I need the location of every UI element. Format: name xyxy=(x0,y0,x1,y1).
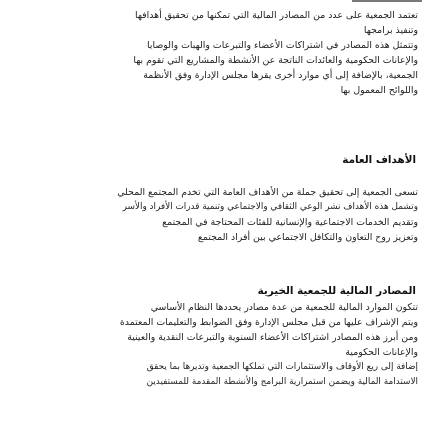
paragraph-3-line: تتكون الموارد المالية للجمعية من عدة مصادر يحددها النظام الأساسي xyxy=(150,302,418,313)
section-heading-2: المصادر المالية للجمعية الخيرية xyxy=(257,285,416,297)
paragraph-3-line: ويتم الإشراف عليها من قبل مجلس الإدارة وفق الضوابط والتعليمات المعتمدة xyxy=(119,317,418,328)
section-heading-1: الأهداف العامة xyxy=(342,154,416,166)
top-divider xyxy=(352,0,422,2)
paragraph-1-line: وتتمثل هذه المصادر في اشتراكات الأعضاء والتبرعات والهبات والوصايا xyxy=(147,40,418,51)
paragraph-1-line: والإعانات الحكومية والعائدات الناتجة عن الأنشطة والمشاريع التي تقوم بها xyxy=(133,55,418,66)
paragraph-1-line: واللوائح المعمول بها xyxy=(340,85,418,96)
paragraph-3-line: الاستدامة المالية ويضمن استمرارية البرامج والأنشطة المقدمة للمستفيدين xyxy=(146,377,418,387)
paragraph-1-line: تعتمد الجمعية على عدد من المصادر المالية التي تمكنها من تحقيق أهدافها xyxy=(134,10,418,21)
paragraph-1-line: الجمعية، بالإضافة إلى أي موارد أخرى يقرها مجلس الإدارة وفق الأنظمة xyxy=(143,70,418,81)
paragraph-2-line: وتقديم الخدمات الاجتماعية والإنسانية للفئات المحتاجة في المجتمع xyxy=(162,217,418,228)
paragraph-3-line: ومن أبرز هذه المصادر اشتراكات الأعضاء السنوية والتبرعات النقدية والعينية xyxy=(127,332,418,343)
paragraph-3 xyxy=(10,300,418,390)
paragraph-2-line: وتشمل هذه الأهداف نشر الوعي الثقافي والاجتماعي وتنمية قدرات الأفراد والأسر xyxy=(122,202,418,212)
paragraph-2 xyxy=(10,185,418,245)
paragraph-2-line: وتعزيز روح التعاون والتكافل الاجتماعي بين أفراد المجتمع xyxy=(197,232,418,243)
paragraph-2-line: تسعى الجمعية إلى تحقيق جملة من الأهداف العامة التي تخدم المجتمع المحلي xyxy=(117,187,418,198)
paragraph-1 xyxy=(10,8,418,98)
paragraph-1-line: وتنفيذ برامجها xyxy=(363,25,418,36)
paragraph-3-line: إضافة إلى ريع الأوقاف والاستثمارات التي تملكها الجمعية وتديرها بما يحقق xyxy=(146,362,418,372)
paragraph-3-line: والإعانات الحكومية xyxy=(345,347,418,358)
